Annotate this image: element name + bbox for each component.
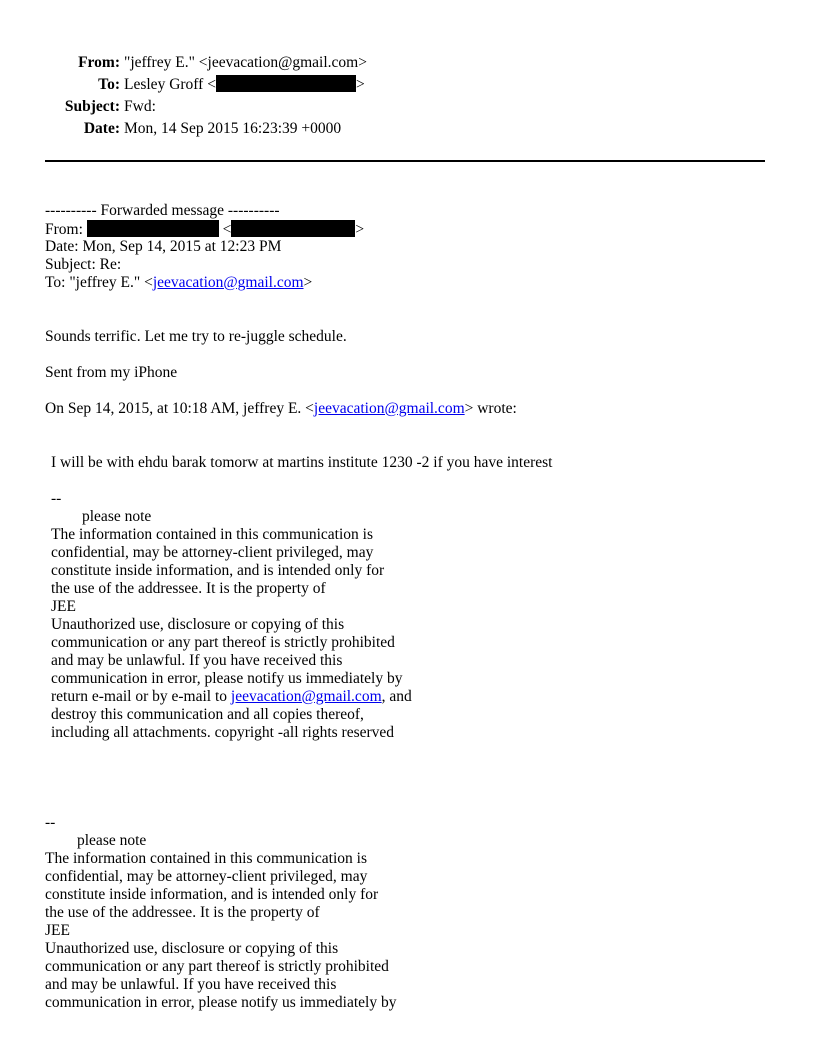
header-date-row [0, 118, 816, 140]
quoted-disclaimer-line: including all attachments. copyright -all rights reserved [51, 724, 395, 741]
footer-note-title: please note [77, 832, 147, 849]
header-subject-value: Fwd: [124, 98, 156, 115]
quote-email-link[interactable]: jeevacation@gmail.com [313, 400, 465, 417]
quoted-signature-dash: -- [51, 490, 62, 507]
footer-disclaimer-line: JEE [45, 922, 70, 939]
header-to-label: To: [98, 76, 120, 93]
header-to-row [0, 74, 816, 96]
reply-text: Sounds terrific. Let me try to re-juggle schedule. [45, 328, 347, 345]
footer-disclaimer-line: communication in error, please notify us immediately by [45, 994, 397, 1011]
header-subject-label: Subject: [64, 98, 120, 115]
quoted-disclaimer-line: The information contained in this communication is [51, 526, 373, 543]
quoted-return-line [45, 688, 775, 706]
forwarded-to-line [45, 274, 775, 292]
forwarded-to-prefix: To: "jeffrey E." < [45, 274, 153, 291]
footer-disclaimer-line: constitute inside information, and is intended only for [45, 886, 379, 903]
header-from-value: "jeffrey E." <jeevacation@gmail.com> [124, 54, 367, 71]
quoted-message: I will be with ehdu barak tomorw at martins institute 1230 -2 if you have interest [51, 454, 553, 471]
quote-suffix: > wrote: [464, 400, 517, 417]
quoted-disclaimer-line: communication in error, please notify us immediately by [51, 670, 403, 687]
quoted-disclaimer-line: and may be unlawful. If you have received this [51, 652, 343, 669]
forwarded-from-end: > [355, 221, 365, 238]
sent-from-line: Sent from my iPhone [45, 364, 178, 381]
header-subject-row [0, 96, 816, 118]
forwarded-subject-line: Subject: Re: [45, 256, 122, 273]
header-from-label: From: [78, 54, 120, 71]
quoted-disclaimer-line: the use of the addressee. It is the property of [51, 580, 326, 597]
header-from-row [0, 52, 816, 74]
header-divider [45, 160, 765, 162]
redaction-box [87, 220, 219, 237]
header-date-label: Date: [83, 120, 120, 137]
footer-signature-dash: -- [45, 814, 56, 831]
quoted-note-title: please note [82, 508, 152, 525]
forwarded-to-suffix: > [303, 274, 313, 291]
forwarded-banner: ---------- Forwarded message ---------- [45, 202, 280, 219]
forwarded-date-line: Date: Mon, Sep 14, 2015 at 12:23 PM [45, 238, 282, 255]
forwarded-from-label: From: [45, 221, 87, 238]
footer-disclaimer-line: Unauthorized use, disclosure or copying of this [45, 940, 339, 957]
quoted-return-prefix: return e-mail or by e-mail to [51, 688, 231, 705]
header-to-suffix: > [355, 76, 365, 93]
footer-disclaimer-line: confidential, may be attorney-client privileged, may [45, 868, 368, 885]
footer-disclaimer-line: The information contained in this communication is [45, 850, 367, 867]
header-date-value: Mon, 14 Sep 2015 16:23:39 +0000 [124, 120, 342, 137]
footer-disclaimer-line: communication or any part thereof is strictly prohibited [45, 958, 389, 975]
header-to-value: Lesley Groff < [124, 76, 216, 93]
quoted-disclaimer-line: confidential, may be attorney-client privileged, may [51, 544, 374, 561]
redaction-box [231, 220, 355, 237]
quoted-disclaimer-line: constitute inside information, and is intended only for [51, 562, 385, 579]
quoted-return-email-link[interactable]: jeevacation@gmail.com [230, 688, 382, 705]
email-header [0, 52, 816, 140]
forwarded-from-line [45, 220, 775, 238]
quoted-return-suffix: , and [381, 688, 412, 705]
forwarded-to-email-link[interactable]: jeevacation@gmail.com [152, 274, 304, 291]
quoted-disclaimer-line: Unauthorized use, disclosure or copying of this [51, 616, 345, 633]
email-body [45, 202, 775, 1012]
footer-disclaimer-line: the use of the addressee. It is the property of [45, 904, 320, 921]
quoted-disclaimer-line: communication or any part thereof is strictly prohibited [51, 634, 395, 651]
redaction-box [216, 75, 356, 92]
quoted-disclaimer-line: destroy this communication and all copies thereof, [51, 706, 364, 723]
quote-attribution [45, 400, 775, 418]
footer-disclaimer-line: and may be unlawful. If you have received this [45, 976, 337, 993]
forwarded-from-mid: < [218, 221, 232, 238]
quoted-disclaimer-line: JEE [51, 598, 76, 615]
quote-prefix: On Sep 14, 2015, at 10:18 AM, jeffrey E. < [45, 400, 314, 417]
